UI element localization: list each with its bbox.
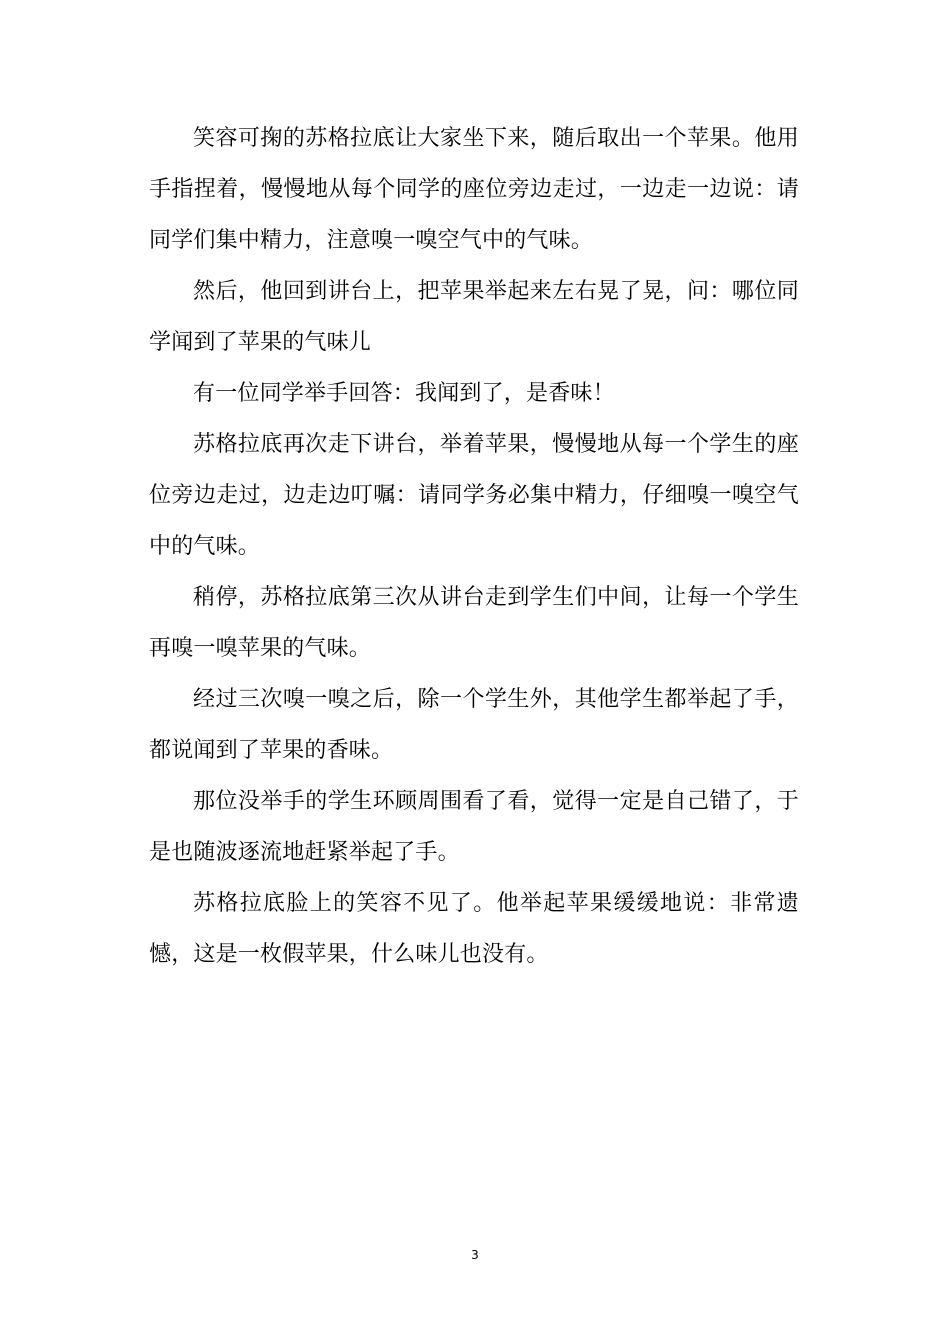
body-text [149,113,799,980]
paragraph: 稍停，苏格拉底第三次从讲台走到学生们中间，让每一个学生再嗅一嗅苹果的气味。 [149,585,799,661]
paragraph: 然后，他回到讲台上，把苹果举起来左右晃了晃，问：哪位同学闻到了苹果的气味儿 [149,279,799,355]
paragraph: 有一位同学举手回答：我闻到了，是香味！ [193,381,615,406]
paragraph: 经过三次嗅一嗅之后，除一个学生外，其他学生都举起了手，都说闻到了苹果的香味。 [149,687,799,763]
page-number: 3 [471,1248,479,1262]
paragraph: 那位没举手的学生环顾周围看了看，觉得一定是自己错了，于是也随波逐流地赶紧举起了手。 [149,789,799,865]
paragraph: 苏格拉底再次走下讲台，举着苹果，慢慢地从每一个学生的座位旁边走过，边走边叮嘱：请同学务必集中精力，仔细嗅一嗅空气中的气味。 [149,432,799,559]
paragraph: 苏格拉底脸上的笑容不见了。他举起苹果缓缓地说：非常遗憾，这是一枚假苹果，什么味儿也没有。 [149,891,799,967]
paragraph: 笑容可掬的苏格拉底让大家坐下来，随后取出一个苹果。他用手指捏着，慢慢地从每个同学的座位旁边走过，一边走一边说：请同学们集中精力，注意嗅一嗅空气中的气味。 [149,126,799,253]
